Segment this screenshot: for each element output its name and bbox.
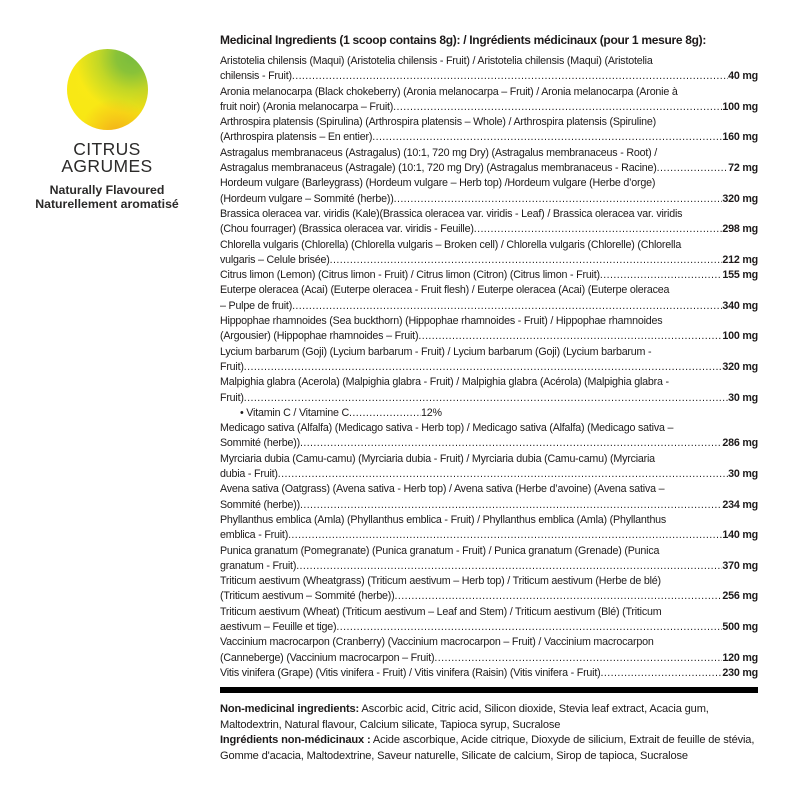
ingredient-amount: 40 mg	[728, 70, 758, 83]
ingredient-name: (Hordeum vulgare – Sommité (herbe))	[220, 192, 394, 205]
ingredient-leader-line	[220, 651, 758, 666]
ingredient-text-line: Vaccinium macrocarpon (Cranberry) (Vaccinium macrocarpon – Fruit) / Vaccinium macrocarpon	[220, 636, 654, 649]
ingredient-amount: 298 mg	[722, 223, 758, 236]
ingredient-text-line: Triticum aestivum (Wheat) (Triticum aestivum – Leaf and Stem) / Triticum aestivum (Blé) (Triticum	[220, 605, 662, 618]
dot-leader	[418, 329, 722, 344]
dot-leader	[300, 498, 722, 513]
ingredient-name: (Arthrospira platensis – En entier)	[220, 131, 373, 144]
ingredient-amount: 155 mg	[722, 269, 758, 282]
flavor-tagline-fr: Naturellement aromatisé	[35, 197, 179, 211]
ingredient-name: emblica - Fruit)	[220, 529, 289, 542]
ingredient-name: chilensis - Fruit)	[220, 70, 292, 83]
ingredient-amount: 160 mg	[722, 131, 758, 144]
ingredient-item	[220, 268, 758, 283]
ingredient-name: vulgaris – Celule brisée)	[220, 253, 330, 266]
ingredient-leader-line	[220, 192, 758, 207]
ingredient-name: • Vitamin C / Vitamine C	[240, 406, 350, 419]
dot-leader	[657, 161, 729, 176]
ingredient-name: dubia - Fruit)	[220, 468, 278, 481]
ingredient-item	[220, 238, 758, 269]
flavor-name	[27, 141, 187, 174]
ingredient-text-line: Chlorella vulgaris (Chlorella) (Chlorella vulgaris – Broken cell) / Chlorella vulgaris (Chlorelle) (Chlorella	[220, 238, 682, 251]
ingredient-item	[220, 513, 758, 544]
ingredient-item	[220, 375, 758, 406]
ingredient-amount: 370 mg	[722, 559, 758, 572]
dot-leader	[288, 528, 722, 543]
ingredient-name: (Argousier) (Hippophae rhamnoides – Fruit)	[220, 330, 419, 343]
ingredient-leader-line	[220, 391, 758, 406]
ingredient-leader-line	[220, 589, 758, 604]
ingredient-amount: 30 mg	[728, 468, 758, 481]
ingredient-name: aestivum – Feuille et tige)	[220, 620, 337, 633]
ingredient-text-line: Hordeum vulgare (Barleygrass) (Hordeum vulgare – Herb top) /Hordeum vulgare (Herbe d’orge)	[220, 177, 656, 190]
dot-leader	[244, 360, 723, 375]
dot-leader	[600, 268, 723, 283]
ingredient-leader-line	[220, 130, 758, 145]
ingredient-name: granatum - Fruit)	[220, 559, 297, 572]
ingredient-text-line: Astragalus membranaceus (Astragalus) (10:1, 720 mg Dry) (Astragalus membranaceus - Root) /	[220, 146, 657, 159]
ingredient-leader-line	[220, 620, 758, 635]
ingredients-panel	[220, 33, 758, 764]
ingredient-amount: 256 mg	[722, 590, 758, 603]
ingredient-text-line: Malpighia glabra (Acerola) (Malpighia glabra - Fruit) / Malpighia glabra (Acérola) (Malpighia glabra -	[220, 376, 669, 389]
ingredient-item	[220, 85, 758, 116]
ingredient-text-line: Lycium barbarum (Goji) (Lycium barbarum - Fruit) / Lycium barbarum (Goji) (Lycium barbarum -	[220, 345, 652, 358]
ingredient-item	[220, 574, 758, 605]
dot-leader	[292, 299, 722, 314]
ingredient-item	[220, 176, 758, 207]
ingredient-list	[220, 54, 758, 681]
ingredient-amount: 320 mg	[722, 360, 758, 373]
ingredient-text-line: Triticum aestivum (Wheatgrass) (Triticum aestivum – Herb top) / Triticum aestivum (Herbe de blé)	[220, 575, 661, 588]
dot-leader	[600, 666, 722, 681]
dot-leader	[394, 192, 723, 207]
ingredient-leader-line	[220, 161, 758, 176]
flavor-tagline-en: Naturally Flavoured	[49, 183, 165, 197]
citrus-sphere-logo	[67, 49, 148, 130]
ingredient-subitem	[220, 406, 758, 421]
ingredient-item	[220, 635, 758, 666]
ingredient-item	[220, 54, 758, 85]
dot-leader	[296, 559, 722, 574]
ingredient-amount: 100 mg	[722, 100, 758, 113]
section-divider	[220, 687, 758, 693]
ingredient-amount: 286 mg	[722, 437, 758, 450]
ingredient-name: Fruit)	[220, 360, 244, 373]
ingredient-amount: 120 mg	[722, 651, 758, 664]
ingredient-amount: 100 mg	[722, 330, 758, 343]
ingredient-leader-line	[220, 666, 758, 681]
ingredient-text-line: Avena sativa (Oatgrass) (Avena sativa - Herb top) / Avena sativa (Herbe d’avoine) (Avena sativa –	[220, 483, 665, 496]
ingredient-name: – Pulpe de fruit)	[220, 299, 293, 312]
dot-leader	[278, 467, 728, 482]
ingredient-name: Sommité (herbe))	[220, 437, 300, 450]
medicinal-ingredients-title: Medicinal Ingredients (1 scoop contains 8g): / Ingrédients médicinaux (pour 1 mesure 8g):	[220, 33, 707, 47]
flavor-name-fr: AGRUMES	[61, 155, 153, 176]
ingredient-name: Astragalus membranaceus (Astragale) (10:1, 720 mg Dry) (Astragalus membranaceus - Racine)	[220, 162, 657, 175]
ingredient-item	[220, 605, 758, 636]
ingredient-leader-line	[220, 329, 758, 344]
dot-leader	[474, 222, 723, 237]
ingredient-name: Fruit)	[220, 391, 244, 404]
ingredient-amount: 340 mg	[722, 299, 758, 312]
ingredient-leader-line	[220, 528, 758, 543]
ingredient-amount: 140 mg	[722, 529, 758, 542]
ingredient-leader-line	[220, 498, 758, 513]
non-medicinal-fr	[220, 733, 758, 764]
ingredient-leader-line	[220, 299, 758, 314]
ingredient-item	[220, 482, 758, 513]
ingredient-name: fruit noir) (Aronia melanocarpa – Fruit)	[220, 100, 394, 113]
ingredient-leader-line	[220, 253, 758, 268]
flavor-tagline	[27, 183, 187, 211]
ingredient-name: (Chou fourrager) (Brassica oleracea var. viridis - Feuille)	[220, 223, 474, 236]
ingredient-amount: 230 mg	[722, 666, 758, 679]
ingredient-leader-line	[220, 69, 758, 84]
ingredient-amount: 72 mg	[728, 162, 758, 175]
ingredient-text-line: Medicago sativa (Alfalfa) (Medicago sativa - Herb top) / Medicago sativa (Alfalfa) (Medicago sativa –	[220, 422, 674, 435]
dot-leader	[336, 620, 722, 635]
ingredient-text-line: Aristotelia chilensis (Maqui) (Aristotelia chilensis - Fruit) / Aristotelia chilensis (Maqui) (Aristotelia	[220, 55, 653, 67]
ingredient-item	[220, 115, 758, 146]
ingredient-name: Citrus limon (Lemon) (Citrus limon - Fruit) / Citrus limon (Citron) (Citrus limon - Fruit)	[220, 269, 600, 282]
ingredient-name: Sommité (herbe))	[220, 498, 300, 511]
dot-leader	[292, 69, 728, 84]
dot-leader	[393, 100, 722, 115]
dot-leader	[372, 130, 722, 145]
ingredient-leader-line	[220, 406, 758, 421]
non-medicinal-label-en: Non-medicinal ingredients:	[220, 703, 360, 716]
ingredient-leader-line	[220, 436, 758, 451]
dot-leader	[244, 391, 728, 406]
ingredient-item	[220, 314, 758, 345]
flavor-name-en: CITRUS	[73, 139, 141, 159]
dot-leader	[300, 436, 722, 451]
dot-leader	[434, 651, 722, 666]
ingredient-item	[220, 666, 758, 681]
ingredient-text-line: Myrciaria dubia (Camu-camu) (Myrciaria dubia - Fruit) / Myrciaria dubia (Camu-camu) (Myrciaria	[220, 452, 655, 465]
ingredient-text-line: Euterpe oleracea (Acai) (Euterpe oleracea - Fruit flesh) / Euterpe oleracea (Acai) (Euterpe oleracea	[220, 284, 670, 297]
flavor-badge	[27, 49, 187, 211]
non-medicinal-text-en: Ascorbic acid, Citric acid, Silicon dioxide, Stevia leaf extract, Acacia gum, Maltodextrin, Natural flavour, Calcium silicate, Tapioca syrup, Sucralose	[220, 703, 709, 731]
ingredient-leader-line	[220, 100, 758, 115]
ingredient-text-line: Aronia melanocarpa (Black chokeberry) (Aronia melanocarpa – Fruit) / Aronia melanocarpa (Aronie à	[220, 85, 678, 98]
dot-leader	[330, 253, 723, 268]
ingredient-leader-line	[220, 268, 758, 283]
ingredient-amount: 12%	[421, 406, 442, 419]
non-medicinal-text-fr: Acide ascorbique, Acide citrique, Dioxyde de silicium, Extrait de feuille de stévia, Gomme d'acacia, Maltodextrine, Saveur naturelle, Silicate de calcium, Sirop de tapioca, Sucralose	[220, 734, 755, 762]
ingredient-item	[220, 283, 758, 314]
ingredient-name: (Canneberge) (Vaccinium macrocarpon – Fruit)	[220, 651, 435, 664]
ingredient-item	[220, 345, 758, 376]
non-medicinal-label-fr: Ingrédients non-médicinaux :	[220, 734, 371, 747]
ingredient-item	[220, 452, 758, 483]
dot-leader	[395, 589, 723, 604]
ingredient-amount: 30 mg	[728, 391, 758, 404]
ingredient-item	[220, 421, 758, 452]
ingredient-text-line: Arthrospira platensis (Spirulina) (Arthrospira platensis – Whole) / Arthrospira platensis (Spiruline)	[220, 116, 656, 129]
ingredient-item	[220, 146, 758, 177]
ingredient-leader-line	[220, 467, 758, 482]
ingredient-leader-line	[220, 559, 758, 574]
non-medicinal-en	[220, 702, 758, 733]
ingredient-amount: 212 mg	[722, 253, 758, 266]
ingredient-text-line: Punica granatum (Pomegranate) (Punica granatum - Fruit) / Punica granatum (Grenade) (Punica	[220, 544, 660, 557]
ingredient-text-line: Brassica oleracea var. viridis (Kale)(Brassica oleracea var. viridis - Leaf) / Brassica oleracea var. viridis	[220, 207, 683, 220]
ingredient-amount: 320 mg	[722, 192, 758, 205]
ingredient-item	[220, 207, 758, 238]
ingredient-name: (Triticum aestivum – Sommité (herbe))	[220, 590, 395, 603]
dot-leader	[349, 406, 421, 421]
ingredient-text-line: Phyllanthus emblica (Amla) (Phyllanthus emblica - Fruit) / Phyllanthus emblica (Amla) (Phyllanthus	[220, 513, 667, 526]
ingredient-leader-line	[220, 222, 758, 237]
ingredient-text-line: Hippophae rhamnoides (Sea buckthorn) (Hippophae rhamnoides - Fruit) / Hippophae rhamnoides	[220, 315, 663, 328]
ingredient-amount: 234 mg	[722, 498, 758, 511]
ingredient-leader-line	[220, 360, 758, 375]
ingredient-name: Vitis vinifera (Grape) (Vitis vinifera - Fruit) / Vitis vinifera (Raisin) (Vitis vinifera - Fruit)	[220, 666, 601, 679]
ingredient-item	[220, 544, 758, 575]
ingredient-amount: 500 mg	[722, 620, 758, 633]
